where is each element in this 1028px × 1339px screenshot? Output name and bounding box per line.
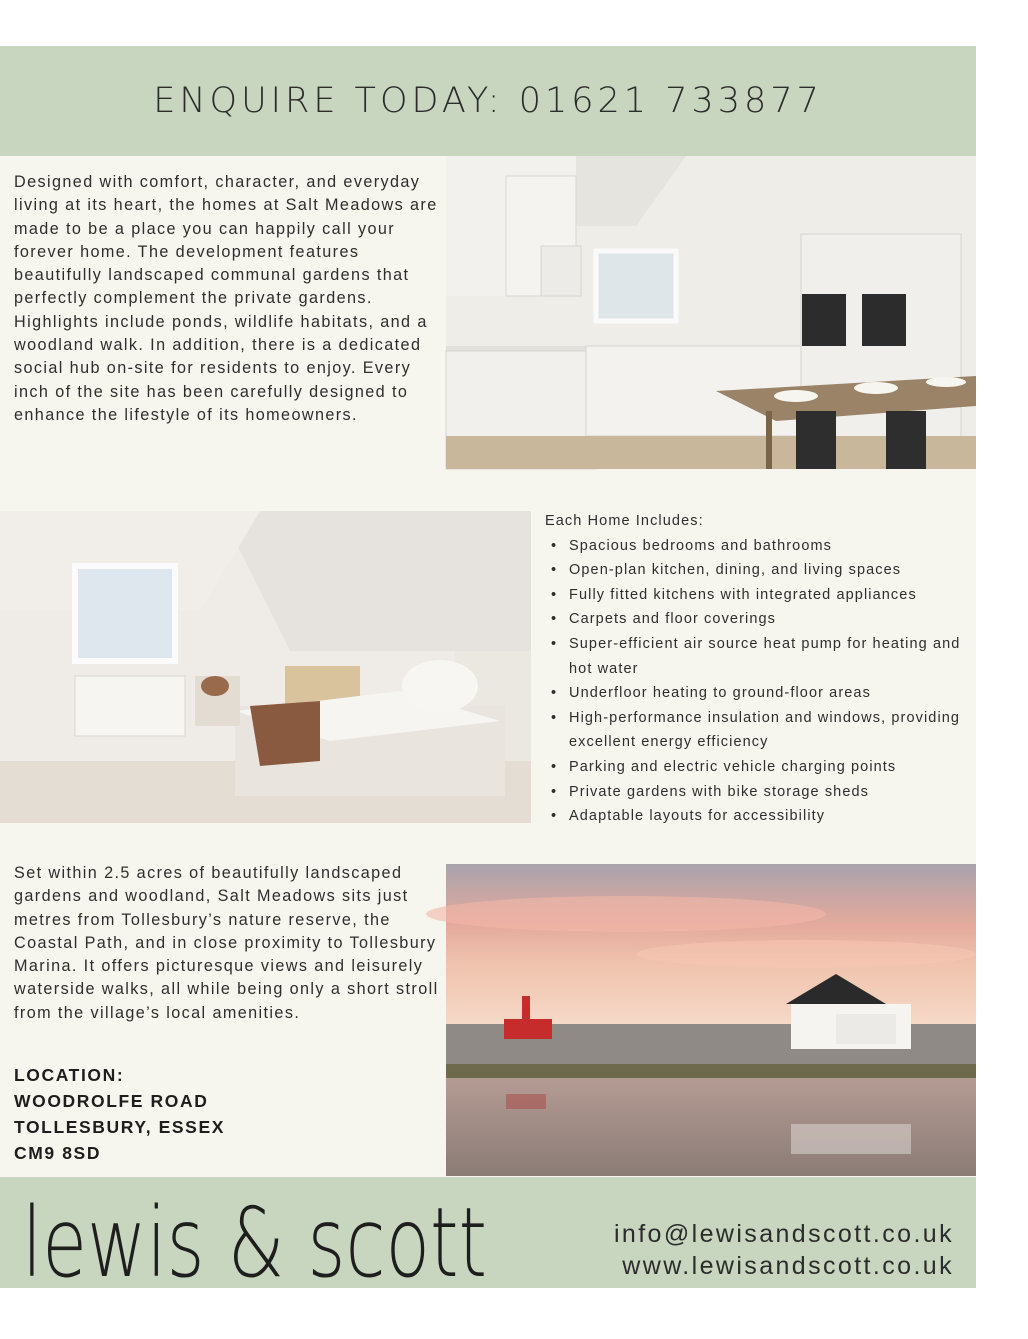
- email-link[interactable]: info@lewisandscott.co.uk: [613, 1220, 954, 1248]
- bedroom-photo: [0, 511, 531, 823]
- lewis-and-scott-logo: [22, 1183, 492, 1299]
- feature-item: • Parking and electric vehicle charging points: [545, 755, 970, 780]
- location-address: [14, 1062, 225, 1166]
- features-title: Each Home Includes:: [545, 513, 704, 529]
- enquire-phone-text[interactable]: ENQUIRE TODAY: 01621 733877: [153, 81, 823, 121]
- feature-item: • Underfloor heating to ground-floor areas: [545, 681, 970, 706]
- features-list: [545, 509, 970, 829]
- feature-item: • Fully fitted kitchens with integrated appliances: [545, 583, 970, 608]
- feature-item: • Super-efficient air source heat pump for heating and hot water: [545, 632, 970, 681]
- setting-paragraph: Set within 2.5 acres of beautifully landscaped gardens and woodland, Salt Meadows sits just metres from Tollesbury’s nature reserve, the Coastal Path, and in close proximity to Tollesbury Marina. It offers picturesque views and leisurely waterside walks, all while being only a short stroll from the village’s local amenities.: [14, 864, 439, 1022]
- harbour-photo: [446, 864, 976, 1176]
- location-street: WOODROLFE ROAD: [14, 1091, 209, 1111]
- feature-item: • Private gardens with bike storage sheds: [545, 780, 970, 805]
- location-town: TOLLESBURY, ESSEX: [14, 1117, 225, 1137]
- location-heading: LOCATION:: [14, 1065, 125, 1085]
- feature-item: • Adaptable layouts for accessibility: [545, 804, 970, 829]
- features-items: [545, 534, 970, 829]
- enquire-banner: [0, 46, 976, 156]
- svg-text:lewis & scott: lewis & scott: [22, 1187, 487, 1299]
- intro-paragraph: Designed with comfort, character, and everyday living at its heart, the homes at Salt Meadows are made to be a place you can happily call your forever home. The development features beautifully landscaped communal gardens that perfectly complement the private gardens. Highlights include ponds, wildlife habitats, and a woodland walk. In addition, there is a dedicated social hub on-site for residents to enjoy. Every inch of the site has been carefully designed to enhance the lifestyle of its homeowners.: [14, 173, 438, 424]
- contact-details: [614, 1218, 954, 1282]
- website-link[interactable]: www.lewisandscott.co.uk: [622, 1252, 954, 1280]
- feature-item: • High-performance insulation and windows, providing excellent energy efficiency: [545, 706, 970, 755]
- feature-item: • Carpets and floor coverings: [545, 607, 970, 632]
- feature-item: • Spacious bedrooms and bathrooms: [545, 534, 970, 559]
- kitchen-photo: [446, 156, 976, 469]
- location-postcode: CM9 8SD: [14, 1143, 102, 1163]
- feature-item: • Open-plan kitchen, dining, and living spaces: [545, 558, 970, 583]
